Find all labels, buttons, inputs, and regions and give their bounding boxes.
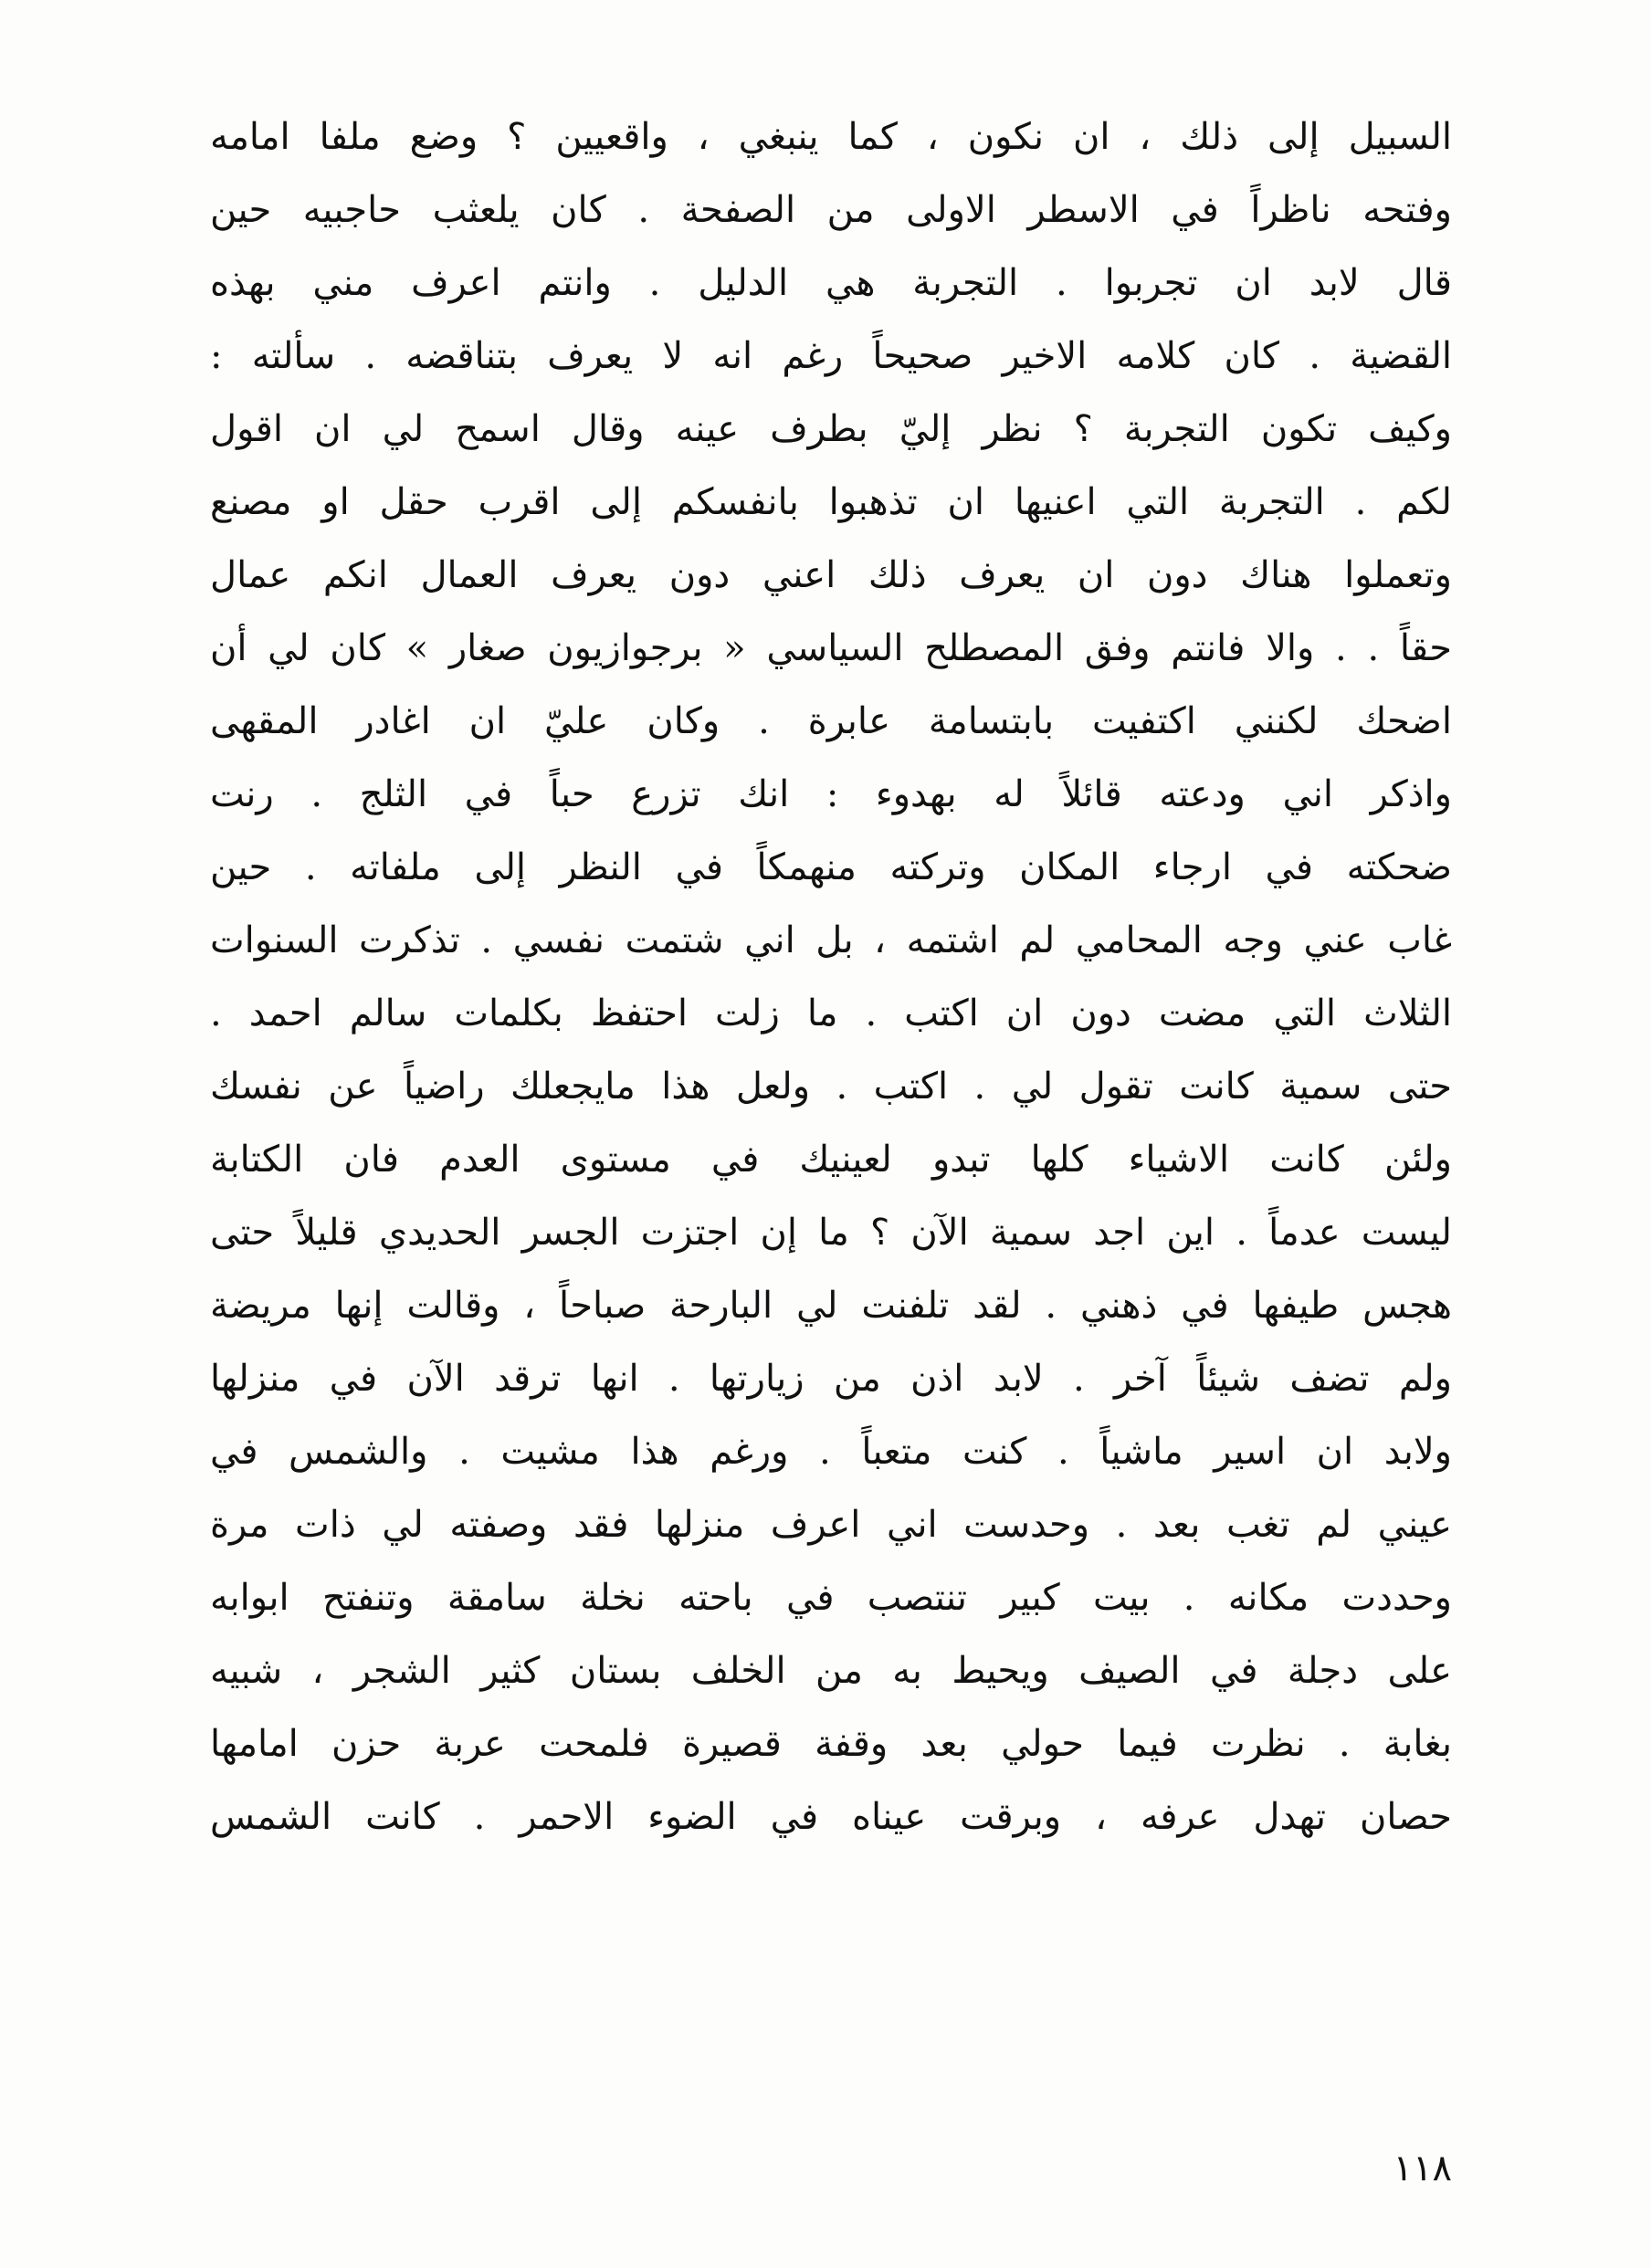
text-line: ليست عدماً . اين اجد سمية الآن ؟ ما إن اجتزت الجسر الحديدي قليلاً حتى [210, 1212, 1452, 1254]
text-line: عيني لم تغب بعد . وحدست اني اعرف منزلها فقد وصفته لي ذات مرة [210, 1504, 1452, 1546]
text-line: حصان تهدل عرفه ، وبرقت عيناه في الضوء الاحمر . كانت الشمس [210, 1796, 1452, 1838]
text-line: ولم تضف شيئاً آخر . لابد اذن من زيارتها . انها ترقد الآن في منزلها [210, 1358, 1452, 1400]
text-line: حتى سمية كانت تقول لي . اكتب . ولعل هذا مايجعلك راضياً عن نفسك [210, 1066, 1452, 1108]
text-line: لكم . التجربة التي اعنيها ان تذهبوا بانفسكم إلى اقرب حقل او مصنع [210, 481, 1452, 523]
text-line: وكيف تكون التجربة ؟ نظر إليّ بطرف عينه وقال اسمح لي ان اقول [210, 408, 1452, 450]
page-number: ١١٨ [1393, 2147, 1452, 2189]
text-line: هجس طيفها في ذهني . لقد تلفنت لي البارحة صباحاً ، وقالت إنها مريضة [210, 1285, 1452, 1327]
text-line: ضحكته في ارجاء المكان وتركته منهمكاً في النظر إلى ملفاته . حين [210, 846, 1452, 888]
text-line: وحددت مكانه . بيت كبير تنتصب في باحته نخلة سامقة وتنفتح ابوابه [210, 1577, 1452, 1619]
text-line: الثلاث التي مضت دون ان اكتب . ما زلت احتفظ بكلمات سالم احمد . [210, 992, 1452, 1034]
text-line: ولئن كانت الاشياء كلها تبدو لعينيك في مستوى العدم فان الكتابة [210, 1139, 1452, 1181]
text-line: على دجلة في الصيف ويحيط به من الخلف بستان كثير الشجر ، شبيه [210, 1650, 1452, 1692]
text-line: اضحك لكنني اكتفيت بابتسامة عابرة . وكان عليّ ان اغادر المقهى [210, 700, 1452, 742]
text-line: بغابة . نظرت فيما حولي بعد وقفة قصيرة فلمحت عربة حزن امامها [210, 1723, 1452, 1765]
text-line: القضية . كان كلامه الاخير صحيحاً رغم انه لا يعرف بتناقضه . سألته : [210, 335, 1452, 377]
body-text [210, 100, 1452, 1853]
text-line: واذكر اني ودعته قائلاً له بهدوء : انك تزرع حباً في الثلج . رنت [210, 773, 1452, 815]
text-line: وتعملوا هناك دون ان يعرف ذلك اعني دون يعرف العمال انكم عمال [210, 554, 1452, 596]
text-line: ولابد ان اسير ماشياً . كنت متعباً . ورغم هذا مشيت . والشمس في [210, 1431, 1452, 1473]
text-line: حقاً . . والا فانتم وفق المصطلح السياسي « برجوازيون صغار » كان لي أن [210, 627, 1452, 669]
text-line: السبيل إلى ذلك ، ان نكون ، كما ينبغي ، واقعيين ؟ وضع ملفا امامه [210, 116, 1452, 158]
text-line: قال لابد ان تجربوا . التجربة هي الدليل . وانتم اعرف مني بهذه [210, 262, 1452, 304]
text-line: وفتحه ناظراً في الاسطر الاولى من الصفحة . كان يلعثب حاجبيه حين [210, 189, 1452, 231]
text-line: غاب عني وجه المحامي لم اشتمه ، بل اني شتمت نفسي . تذكرت السنوات [210, 919, 1452, 961]
